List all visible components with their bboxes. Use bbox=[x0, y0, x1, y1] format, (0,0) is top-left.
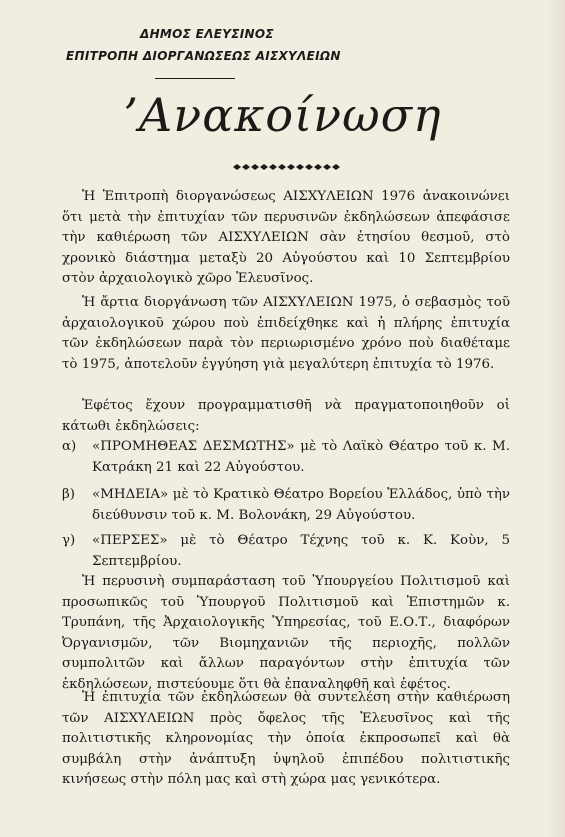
event-marker: α) bbox=[62, 439, 77, 454]
paragraph-support: Ἡ περυσινὴ συμπαράσταση τοῦ Ὑπουργείου Πολιτισμοῦ καὶ προσωπικῶς τοῦ Ὑπουργοῦ Πολιτισμοῦ καὶ Ἐπιστημῶν κ. Τρυπάνη, τῆς Ἀρχαιολογικῆς Ὑπηρεσίας, τοῦ Ε.Ο.Τ., διαφόρων Ὀργανισμῶν, τῶν Βιομηχανιῶν τῆς περιοχῆς, πολλῶν συμπολιτῶν καὶ ἄλλων παραγόντων στὴν ἐπιτυχία τῶν ἐκδηλώσεων, πιστεύουμε ὅτι θὰ ἐπαναληφθῆ καὶ ἐφέτος. bbox=[62, 574, 510, 692]
paragraph-conclusion: Ἡ ἐπιτυχία τῶν ἐκδηλώσεων θὰ συντελέση στὴν καθιέρωση τῶν ΑΙΣΧΥΛΕΙΩΝ πρὸς ὄφελος τῆς Ἐλευσῖνος καὶ τῆς πολιτιστικῆς κληρονομίας τὴν ὁποία ἐκπροσωπεῖ καὶ θὰ συμβάλη στὴν ἀνάπτυξη ὑψηλοῦ ἐπιπέδου πολιτιστικῆς κινήσεως στὴν πόλη μας καὶ στὴ χώρα μας γενικότερα. bbox=[62, 690, 510, 787]
header-committee: ΕΠΙΤΡΟΠΗ ΔΙΟΡΓΑΝΩΣΕΩΣ ΑΙΣΧΥΛΕΙΩΝ bbox=[66, 49, 341, 63]
ornament-divider bbox=[231, 163, 341, 171]
header-divider bbox=[155, 78, 235, 79]
header-municipality: ΔΗΜΟΣ ΕΛΕΥΣΙΝΟΣ bbox=[140, 27, 274, 41]
paper-edge-shadow bbox=[547, 0, 565, 837]
paragraph-previous-success: Ἡ ἄρτια διοργάνωση τῶν ΑΙΣΧΥΛΕΙΩΝ 1975, ὁ σεβασμὸς τοῦ ἀρχαιολογικοῦ χώρου ποὺ ἐπιδείχθηκε καὶ ἡ πλήρης ἐπιτυχία τῶν ἐκδηλώσεων παρὰ τὸν περιωρισμένο χρόνο ποὺ διαθέταμε τὸ 1975, ἀποτελοῦν ἐγγύηση γιὰ μεγαλύτερη ἐπιτυχία τὸ 1976. bbox=[62, 295, 510, 372]
document-title: ’Ανακοίνωση bbox=[123, 88, 442, 142]
event-text: «ΠΡΟΜΗΘΕΑΣ ΔΕΣΜΩΤΗΣ» μὲ τὸ Λαϊκὸ Θέατρο τοῦ κ. Μ. Κατράκη 21 καὶ 22 Αὐγούστου. bbox=[92, 439, 510, 475]
paragraph-announcement: Ἡ Ἐπιτροπὴ διοργανώσεως ΑΙΣΧΥΛΕΙΩΝ 1976 ἀνακοινώνει ὅτι μετὰ τὴν ἐπιτυχίαν τῶν περυσινῶν ἐκδηλώσεων ἀπεφάσισε τὴν καθιέρωση τῶν ΑΙΣΧΥΛΕΙΩΝ σὰν ἐτησίου θεσμοῦ, στὸ χρονικὸ διάστημα μεταξὺ 20 Αὐγούστου καὶ 10 Σεπτεμβρίου στὸν ἀρχαιολογικὸ χῶρο Ἐλευσῖνος. bbox=[62, 189, 510, 286]
event-marker: β) bbox=[62, 487, 75, 502]
event-text: «ΜΗΔΕΙΑ» μὲ τὸ Κρατικὸ Θέατρο Βορείου Ἑλλάδος, ὑπὸ τὴν διεύθυνσιν τοῦ κ. Μ. Βολονάκη, 29 Αὐγούστου. bbox=[92, 487, 510, 523]
event-text: «ΠΕΡΣΕΣ» μὲ τὸ Θέατρο Τέχνης τοῦ κ. Κ. Κοὺν, 5 Σεπτεμβρίου. bbox=[92, 533, 510, 569]
event-marker: γ) bbox=[62, 533, 76, 548]
paragraph-events-intro: Ἐφέτος ἔχουν προγραμματισθῆ νὰ πραγματοποιηθοῦν οἱ κάτωθι ἐκδηλώσεις: bbox=[62, 398, 510, 434]
